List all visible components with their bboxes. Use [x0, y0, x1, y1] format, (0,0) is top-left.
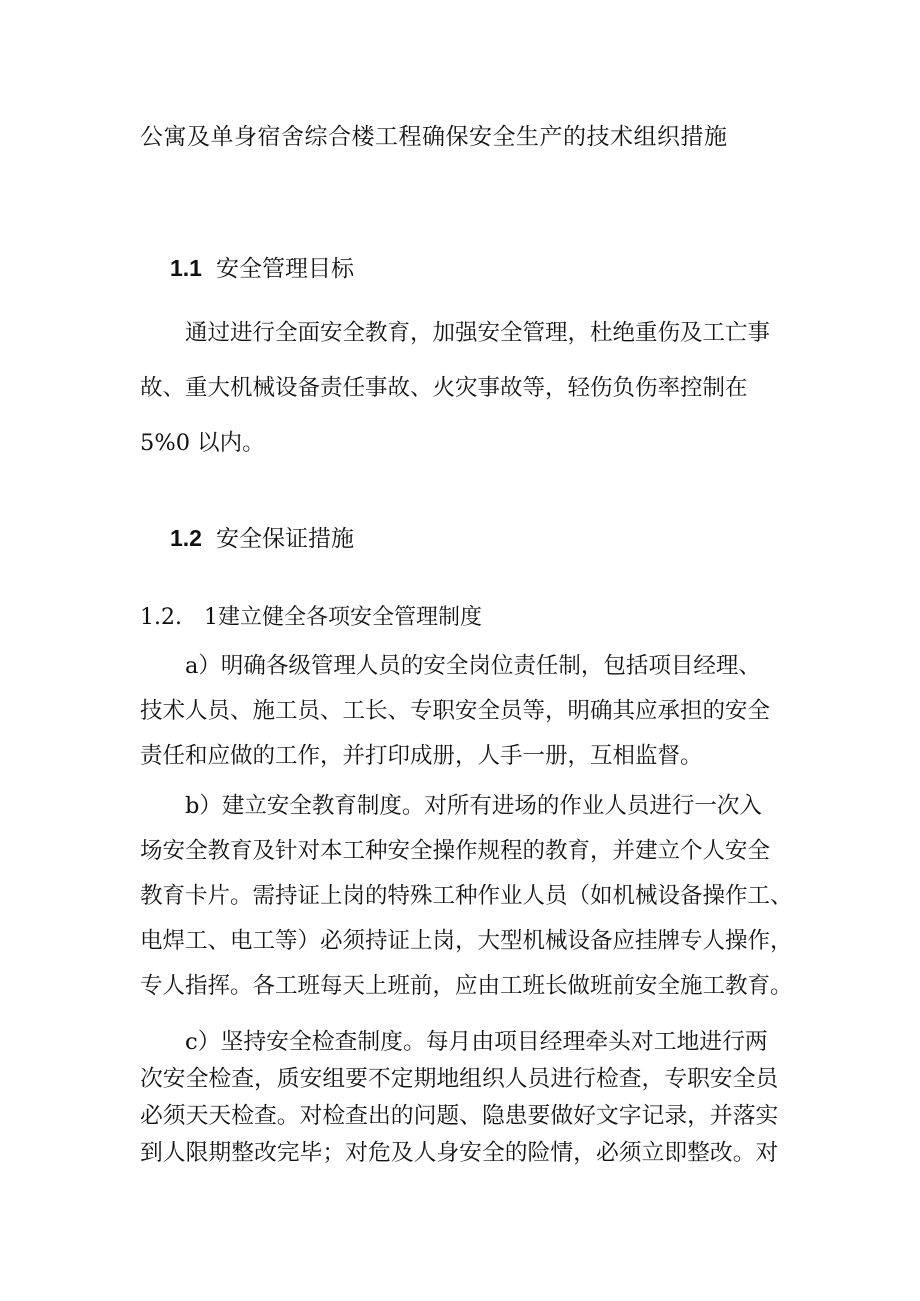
- subsection-heading-1-2-1: 1.2. 1建立健全各项安全管理制度: [140, 605, 482, 630]
- paragraph-line: 电焊工、电工等）必须持证上岗，大型机械设备应挂牌专人操作，: [140, 928, 793, 954]
- paragraph-line: b）建立安全教育制度。对所有进场的作业人员进行一次入: [185, 793, 762, 819]
- section-heading-1-1: [170, 250, 354, 283]
- paragraph-item-a: [140, 644, 785, 779]
- paragraph-line: 场安全教育及针对本工种安全操作规程的教育，并建立个人安全: [140, 838, 771, 864]
- section-number: 1.1: [170, 255, 202, 281]
- paragraph-line: 到人限期整改完毕；对危及人身安全的险情，必须立即整改。对: [140, 1140, 779, 1166]
- paragraph-line: 专人指挥。各工班每天上班前，应由工班长做班前安全施工教育。: [140, 973, 793, 999]
- paragraph-line: 必须天天检查。对检查出的问题、隐患要做好文字记录，并落实: [140, 1103, 779, 1129]
- paragraph-line: 次安全检查，质安组要不定期地组织人员进行检查，专职安全员: [140, 1066, 779, 1092]
- paragraph-line: 责任和应做的工作，并打印成册，人手一册，互相监督。: [140, 743, 703, 769]
- document-title: 公寓及单身宿舍综合楼工程确保安全生产的技术组织措施: [140, 124, 728, 150]
- paragraph-item-c: [140, 1024, 785, 1172]
- paragraph-line: 技术人员、施工员、工长、专职安全员等，明确其应承担的安全: [140, 698, 771, 724]
- section-title: 安全管理目标: [215, 256, 354, 282]
- paragraph-line: a）明确各级管理人员的安全岗位责任制，包括项目经理、: [185, 653, 761, 679]
- paragraph-safety-goal: [140, 306, 785, 471]
- paragraph-line: 故、重大机械设备责任事故、火灾事故等，轻伤负伤率控制在: [140, 375, 748, 401]
- section-heading-1-2: [170, 520, 354, 553]
- paragraph-line: 通过进行全面安全教育，加强安全管理，杜绝重伤及工亡事: [185, 320, 771, 346]
- paragraph-line: 5%0 以内。: [140, 430, 265, 456]
- section-title: 安全保证措施: [215, 526, 354, 552]
- paragraph-line: 教育卡片。需持证上岗的特殊工种作业人员（如机械设备操作工、: [140, 883, 793, 909]
- section-number: 1.2: [170, 525, 202, 551]
- paragraph-line: c）坚持安全检查制度。每月由项目经理牵头对工地进行两: [185, 1029, 768, 1055]
- paragraph-item-b: [140, 784, 793, 1009]
